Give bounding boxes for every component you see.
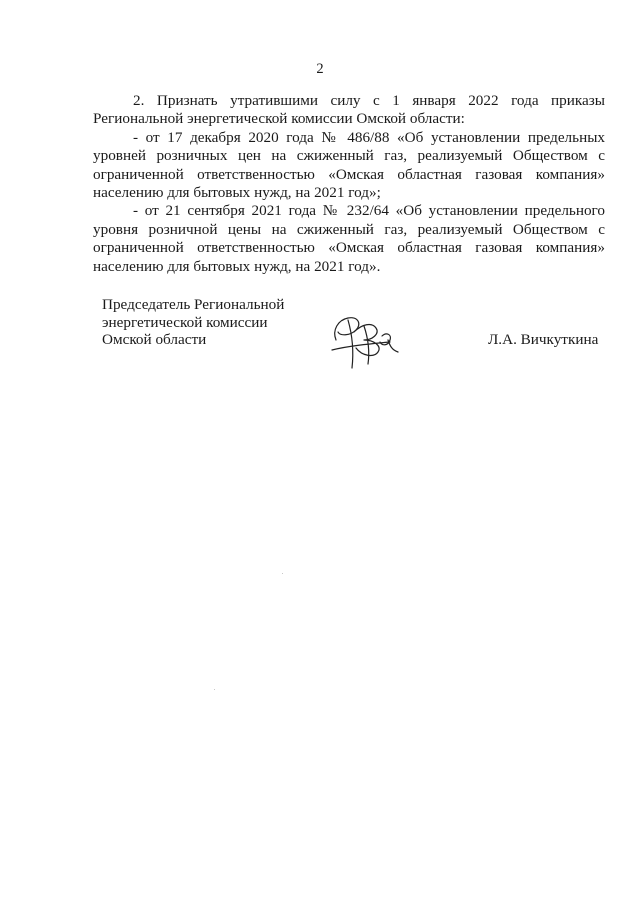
scan-speck xyxy=(282,573,283,574)
signer-name: Л.А. Вичкуткина xyxy=(488,331,599,348)
paragraph-clause-2: 2. Признать утратившими силу с 1 января 2022 года приказы Региональной энергетической комиссии Омской области: xyxy=(93,92,605,128)
paragraph-order-486-88: - от 17 декабря 2020 года № 486/88 «Об установлении предельных уровней розничных цен на сжиженный газ, реализуемый Обществом с ограниченной ответственностью «Омская областная газовая компания» населению для бытовых нужд, на 2021 год»; xyxy=(93,128,605,202)
document-body xyxy=(93,92,605,276)
page-number: 2 xyxy=(316,61,324,77)
position-line: Председатель Региональной xyxy=(102,296,285,313)
handwritten-signature xyxy=(328,306,406,376)
scan-speck xyxy=(214,689,215,690)
signatory-position xyxy=(102,296,284,349)
paragraph-order-232-64: - от 21 сентября 2021 года № 232/64 «Об установлении предельного уровня розничной цены на сжиженный газ, реализуемый Обществом с ограниченной ответственностью «Омская областная газовая компания» населению для бытовых нужд, на 2021 год». xyxy=(93,202,605,275)
position-line: Омской области xyxy=(102,331,207,349)
position-line: энергетической комиссии xyxy=(102,313,268,331)
